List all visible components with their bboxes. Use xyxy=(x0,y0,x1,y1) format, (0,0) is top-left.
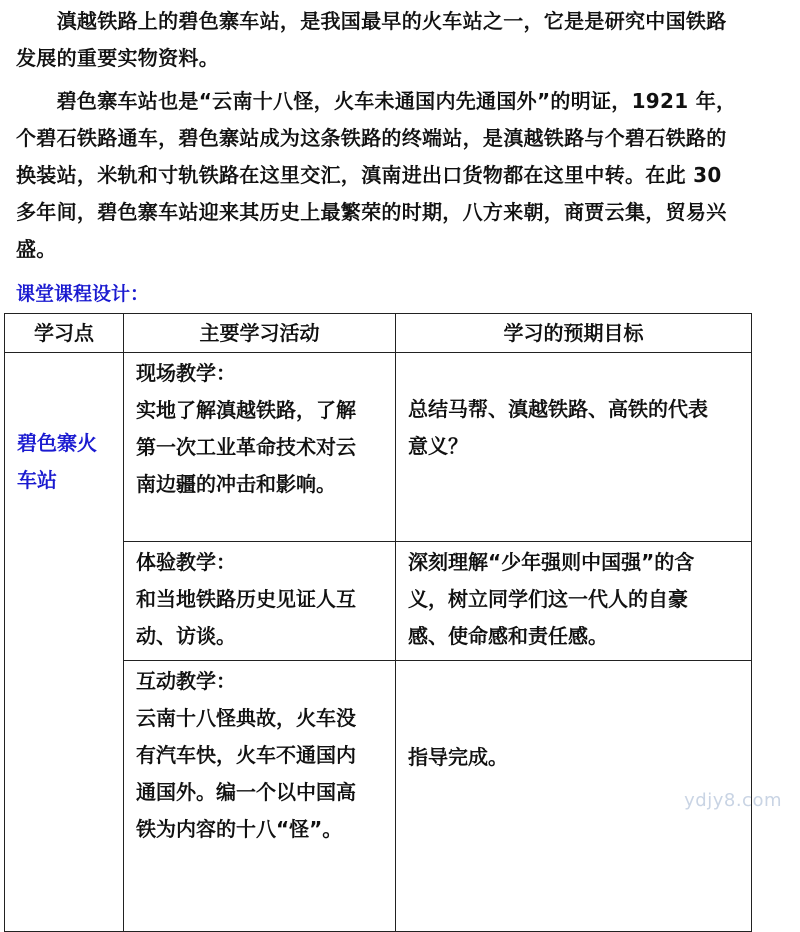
table-header-row xyxy=(5,314,752,353)
text-line: 动、访谈。 xyxy=(136,624,236,648)
text-line: 云南十八怪典故，火车没 xyxy=(136,706,356,730)
course-design-table xyxy=(4,313,752,932)
text-line: 铁为内容的十八“怪”。 xyxy=(136,817,343,841)
header-expected-goal: 学习的预期目标 xyxy=(396,314,752,353)
text-line: 实地了解滇越铁路，了解 xyxy=(136,398,356,422)
text-line: 碧色寨车站也是“云南十八怪，火车未通国内先通国外”的明证，1921 年， xyxy=(16,89,737,113)
text-line: 互动教学： xyxy=(136,669,236,693)
goal-cell xyxy=(396,353,752,542)
table-row xyxy=(5,353,752,542)
text-line: 深刻理解“少年强则中国强”的含 xyxy=(408,550,695,574)
text-line: 指导完成。 xyxy=(408,745,508,769)
header-learning-point: 学习点 xyxy=(5,314,124,353)
goal-cell xyxy=(396,542,752,661)
text-line: 车站 xyxy=(17,468,57,492)
text-line: 盛。 xyxy=(16,237,57,261)
header-main-activity: 主要学习活动 xyxy=(124,314,396,353)
learning-point-cell xyxy=(5,353,124,932)
text-line: 换装站，米轨和寸轨铁路在这里交汇，滇南进出口货物都在这里中转。在此 30 xyxy=(16,163,722,187)
text-line: 感、使命感和责任感。 xyxy=(408,624,608,648)
text-line: 通国外。编一个以中国高 xyxy=(136,780,356,804)
text-line: 多年间，碧色寨车站迎来其历史上最繁荣的时期，八方来朝，商贾云集，贸易兴 xyxy=(16,200,727,224)
text-line: 意义？ xyxy=(408,434,468,458)
text-line: 个碧石铁路通车，碧色寨站成为这条铁路的终端站，是滇越铁路与个碧石铁路的 xyxy=(16,126,727,150)
text-line: 义，树立同学们这一代人的自豪 xyxy=(408,587,688,611)
text-line: 体验教学： xyxy=(136,550,236,574)
activity-cell xyxy=(124,661,396,932)
intro-paragraph-1 xyxy=(16,3,784,77)
text-line: 发展的重要实物资料。 xyxy=(16,46,219,70)
activity-cell xyxy=(124,542,396,661)
watermark: ydjy8.com xyxy=(684,790,782,811)
text-line: 南边疆的冲击和影响。 xyxy=(136,472,336,496)
text-line: 碧色寨火 xyxy=(17,431,97,455)
intro-paragraph-2 xyxy=(16,83,784,268)
activity-cell xyxy=(124,353,396,542)
text-line: 现场教学： xyxy=(136,361,236,385)
text-line: 第一次工业革命技术对云 xyxy=(136,435,356,459)
text-line: 总结马帮、滇越铁路、高铁的代表 xyxy=(408,397,708,421)
text-line: 滇越铁路上的碧色寨车站，是我国最早的火车站之一，它是是研究中国铁路 xyxy=(16,9,727,33)
text-line: 和当地铁路历史见证人互 xyxy=(136,587,356,611)
text-line: 有汽车快，火车不通国内 xyxy=(136,743,356,767)
section-heading: 课堂课程设计： xyxy=(16,283,150,305)
